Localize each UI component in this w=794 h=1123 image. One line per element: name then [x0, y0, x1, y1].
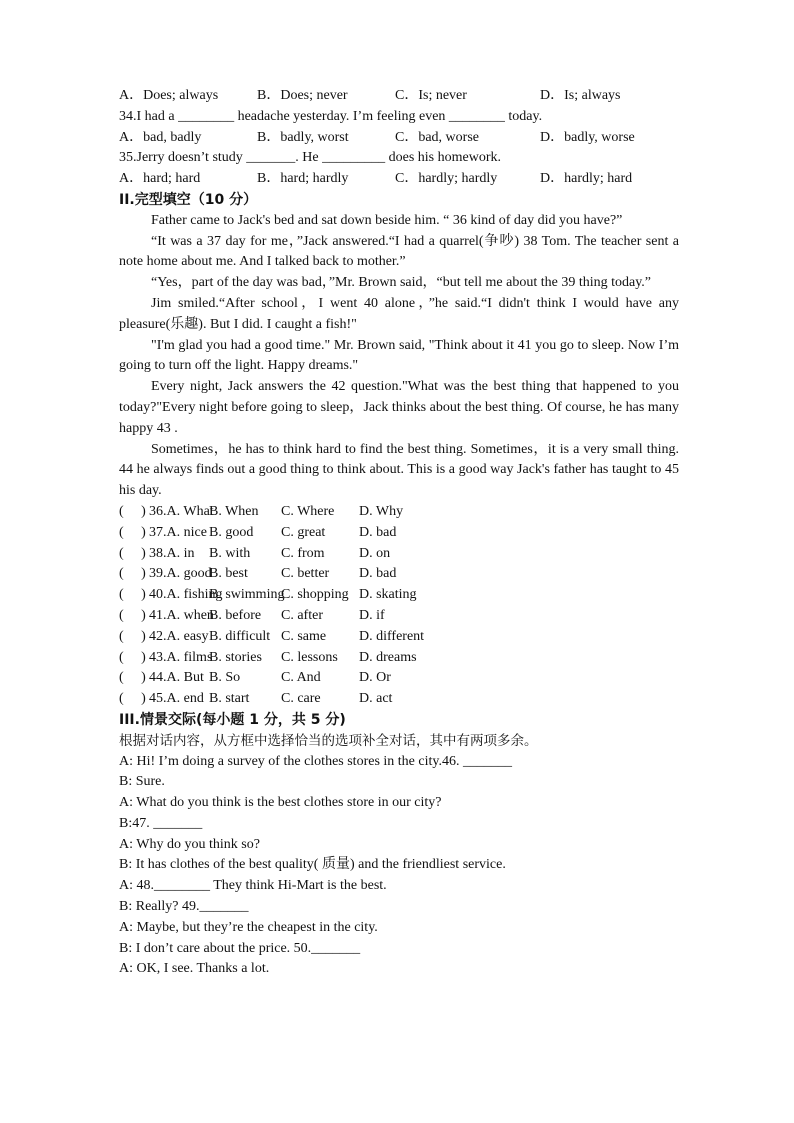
- answer-parentheses[interactable]: ( ): [119, 587, 146, 603]
- question-number: 38.A. in: [149, 545, 195, 561]
- dialogue-line: B: Really? 49._______: [119, 899, 249, 915]
- question-row: [119, 606, 679, 627]
- question-row: [119, 668, 679, 689]
- question-row: [119, 627, 679, 648]
- option-b: B. difficult: [209, 628, 271, 644]
- option-d: D．hardly; hard: [540, 171, 633, 187]
- dialogue-line: A: What do you think is the best clothes store in our city?: [119, 795, 442, 811]
- option-c: C. after: [281, 607, 323, 623]
- option-d: D．badly, worse: [540, 129, 635, 145]
- option-b: B. before: [209, 607, 262, 623]
- q33-options: [119, 86, 679, 107]
- q35-stem: 35.Jerry doesn’t study _______. He _________ does his homework.: [119, 150, 501, 166]
- option-d: D. different: [359, 628, 425, 644]
- section2-heading: II.完型填空（10 分）: [119, 191, 258, 208]
- option-b: B．hard; hardly: [257, 171, 349, 187]
- question-row: [119, 564, 679, 585]
- question-row: [119, 544, 679, 565]
- question-number: 45.A. end: [149, 691, 204, 707]
- option-a: A．Does; always: [119, 88, 219, 103]
- option-c: C. same: [281, 628, 327, 644]
- q35-options: [119, 169, 679, 190]
- dialogue-line: B: It has clothes of the best quality( 质量) and the friendliest service.: [119, 857, 506, 873]
- option-b: B. swimming: [209, 587, 285, 603]
- section3-instruction: 根据对话内容，从方框中选择恰当的选项补全对话，其中有两项多余。: [119, 732, 538, 749]
- option-d: D. skating: [359, 587, 417, 603]
- option-b: B. When: [209, 503, 259, 519]
- cloze-paragraph: “It was a 37 day for me，”Jack answered.“I had a quarrel(争吵) 38 Tom. The teacher sent a note home about me. And I talked back to mother.”: [119, 233, 679, 270]
- option-b: B. good: [209, 524, 254, 540]
- option-b: B. start: [209, 691, 250, 707]
- option-c: C. lessons: [281, 649, 338, 665]
- option-b: B．badly, worst: [257, 129, 349, 145]
- cloze-paragraph: "I'm glad you had a good time." Mr. Brown said, "Think about it 41 you go to sleep. Now I’m going to turn off the light. Happy dreams.": [119, 337, 679, 374]
- option-c: C. from: [281, 545, 325, 561]
- option-c: C. great: [281, 524, 326, 540]
- option-c: C. better: [281, 566, 330, 582]
- answer-parentheses[interactable]: ( ): [119, 503, 146, 519]
- option-b: B. stories: [209, 649, 262, 665]
- question-row: [119, 585, 679, 606]
- dialogue: [119, 752, 679, 981]
- question-number: 42.A. easy: [149, 628, 209, 644]
- answer-parentheses[interactable]: ( ): [119, 691, 146, 707]
- answer-parentheses[interactable]: ( ): [119, 524, 146, 540]
- option-d: D. if: [359, 607, 385, 623]
- option-c: C. Where: [281, 503, 335, 519]
- dialogue-line: A: OK, I see. Thanks a lot.: [119, 961, 270, 977]
- option-a: A．hard; hard: [119, 171, 201, 187]
- cloze-paragraph: Sometimes，he has to think hard to find the best thing. Sometimes，it is a very small thing. 44 he always finds out a good thing to think about. This is a good way Jack's father has taught to 45 his day.: [119, 441, 679, 499]
- option-c: C. And: [281, 670, 321, 686]
- question-row: [119, 689, 679, 710]
- cloze-question-list: [119, 502, 679, 710]
- option-b: B. So: [209, 670, 241, 686]
- option-d: D. Why: [359, 503, 404, 519]
- option-b: B．Does; never: [257, 88, 348, 103]
- question-number: 37.A. nice: [149, 524, 207, 540]
- answer-parentheses[interactable]: ( ): [119, 649, 146, 665]
- dialogue-line: A: 48.________ They think Hi-Mart is the best.: [119, 878, 387, 894]
- question-row: [119, 523, 679, 544]
- option-c: C．hardly; hardly: [395, 171, 498, 187]
- option-d: D. dreams: [359, 649, 417, 665]
- dialogue-line: B: I don’t care about the price. 50._______: [119, 940, 361, 956]
- question-row: [119, 648, 679, 669]
- option-c: C. shopping: [281, 587, 349, 603]
- option-b: B. best: [209, 566, 248, 582]
- dialogue-line: B:47. _______: [119, 815, 203, 831]
- question-number: 44.A. But: [149, 670, 204, 686]
- dialogue-line: A: Maybe, but they’re the cheapest in the city.: [119, 919, 378, 935]
- cloze-paragraph: “Yes，part of the day was bad，”Mr. Brown said，“but tell me about the 39 thing today.”: [151, 275, 652, 291]
- cloze-passage: [119, 211, 679, 502]
- option-d: D. bad: [359, 524, 397, 540]
- answer-parentheses[interactable]: ( ): [119, 545, 146, 561]
- section3-heading: III.情景交际(每小题 1 分，共 5 分): [119, 711, 346, 728]
- option-d: D. Or: [359, 670, 391, 686]
- dialogue-line: B: Sure.: [119, 774, 165, 790]
- question-number: 36.A. What: [149, 503, 214, 519]
- answer-parentheses[interactable]: ( ): [119, 607, 146, 623]
- cloze-paragraph: Jim smiled.“After school，I went 40 alone，”he said.“I didn't think I would have any pleasure(乐趣). But I did. I caught a fish!": [119, 295, 679, 332]
- answer-parentheses[interactable]: ( ): [119, 566, 146, 582]
- option-d: D. bad: [359, 566, 397, 582]
- cloze-paragraph: Father came to Jack's bed and sat down beside him. “ 36 kind of day did you have?”: [151, 212, 623, 228]
- dialogue-line: A: Why do you think so?: [119, 836, 260, 852]
- exam-page: [119, 86, 679, 980]
- option-d: D. act: [359, 691, 393, 707]
- option-d: D. on: [359, 545, 391, 561]
- answer-parentheses[interactable]: ( ): [119, 628, 146, 644]
- option-d: D．Is; always: [540, 88, 621, 103]
- question-number: 40.A. fishing: [149, 587, 223, 603]
- question-number: 41.A. when: [149, 607, 214, 623]
- question-number: 43.A. films: [149, 649, 213, 665]
- q34-options: [119, 128, 679, 149]
- option-c: C．Is; never: [395, 88, 467, 103]
- answer-parentheses[interactable]: ( ): [119, 670, 146, 686]
- option-c: C．bad, worse: [395, 129, 479, 145]
- option-b: B. with: [209, 545, 251, 561]
- dialogue-line: A: Hi! I’m doing a survey of the clothes stores in the city.46. _______: [119, 753, 512, 769]
- question-row: [119, 502, 679, 523]
- cloze-paragraph: Every night, Jack answers the 42 question."What was the best thing that happened to you today?"Every night before going to sleep，Jack thinks about the best thing. Of course, he has many happy 43 .: [119, 379, 679, 436]
- option-c: C. care: [281, 691, 321, 707]
- q34-stem: 34.I had a ________ headache yesterday. I’m feeling even ________ today.: [119, 108, 543, 124]
- question-number: 39.A. good: [149, 566, 212, 582]
- option-a: A．bad, badly: [119, 129, 202, 145]
